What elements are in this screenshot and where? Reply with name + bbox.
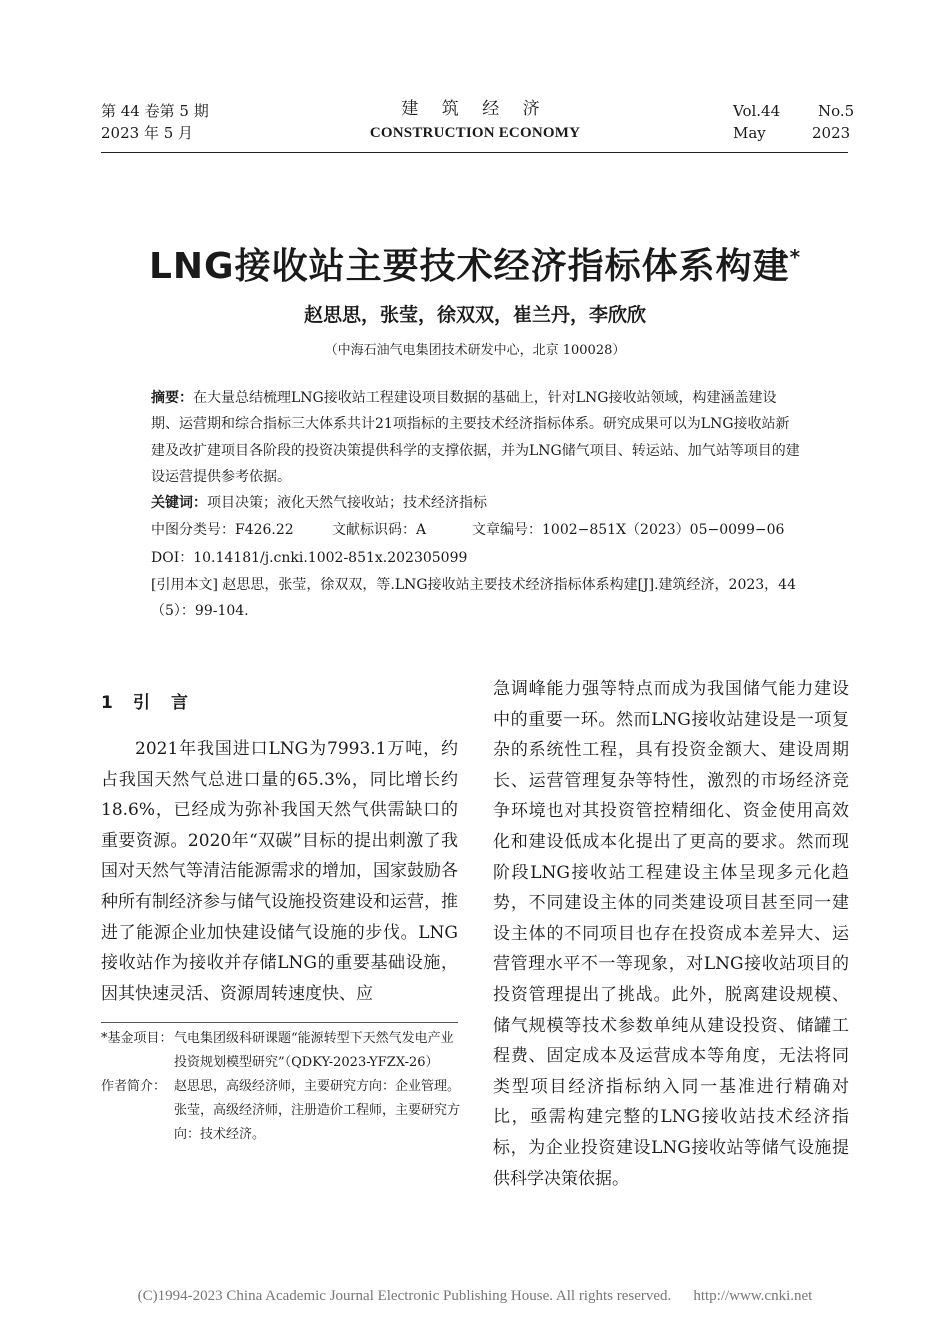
abstract: [151, 385, 801, 490]
citation-label: [引用本文]: [151, 576, 218, 593]
document-code: 文献标识码：A: [332, 522, 427, 539]
header-rule: [101, 152, 848, 153]
funding-mark: *: [789, 245, 802, 269]
date-line-cn: 2023 年 5 月: [101, 124, 194, 142]
cnki-url[interactable]: http://www.cnki.net: [693, 1288, 813, 1304]
article-title-text: LNG接收站主要技术经济指标体系构建: [148, 246, 790, 287]
keywords: [151, 490, 801, 516]
section-number: 1: [101, 693, 115, 713]
abstract-text: 在大量总结梳理LNG接收站工程建设项目数据的基础上，针对LNG接收站领域，构建涵盖建设期、运营期和综合指标三大体系共计21项指标的主要技术经济指标体系。研究成果可以为LNG接收站新建及改扩建项目各阶段的投资决策提供科学的支撑依据，并为LNG储气项目、转运站、加气站等项目的建设运营提供参考依据。: [151, 390, 800, 485]
body-column-right: [493, 674, 849, 1194]
citation-text: 赵思思，张莹，徐双双，等.LNG接收站主要技术经济指标体系构建[J].建筑经济，2023，44（5）：99-104.: [151, 576, 796, 620]
fund-label: *基金项目：: [101, 1031, 173, 1046]
author-bio: [101, 1075, 461, 1147]
section-heading: [101, 688, 190, 713]
body-paragraph-continued: 急调峰能力强等特点而成为我国储气能力建设中的重要一环。然而LNG接收站建设是一项复杂的系统性工程，具有投资金额大、建设周期长、运营管理复杂等特性，激烈的市场经济竞争环境也对其投资管控精细化、资金使用高效化和建设低成本化提出了更高的要求。然而现阶段LNG接收站工程建设主体呈现多元化趋势，不同建设主体的同类建设项目甚至同一建设主体的不同项目也存在投资成本差异大、运营管理水平不一等现象，对LNG接收站项目的投资管理提出了挑战。此外，脱离建设规模、储气规模等技术参数单纯从建设投资、储罐工程费、固定成本及运营成本等角度，无法将同类型项目经济指标纳入同一基准进行精确对比，亟需构建完整的LNG接收站技术经济指标，为企业投资建设LNG接收站等储气设施提供科学决策依据。: [493, 679, 849, 1189]
classification-row: [151, 516, 801, 545]
fund-note: [101, 1027, 461, 1075]
body-paragraph: 2021年我国进口LNG为7993.1万吨，约占我国天然气总进口量的65.3%，同比增长约18.6%，已经成为弥补我国天然气供需缺口的重要资源。2020年“双碳”目标的提出刺激了我国对天然气等清洁能源需求的增加，国家鼓励各种所有制经济参与储气设施投资建设和运营，推进了能源企业加快建设储气设施的步伐。LNG接收站作为接收并存储LNG的重要基础设施，因其快速灵活、资源周转速度快、应: [101, 739, 458, 1004]
section-title: 引 言: [133, 693, 190, 713]
fund-text: 气电集团级科研课题“能源转型下天然气发电产业投资规划模型研究”（QDKY-2023-YFZX-26）: [174, 1031, 454, 1070]
copyright-text: (C)1994-2023 China Academic Journal Electronic Publishing House. All rights reserved.: [137, 1288, 672, 1304]
clc-number: 中图分类号：F426.22: [151, 522, 294, 539]
bio-label: 作者简介：: [101, 1079, 167, 1094]
issue-line-cn: 第 44 卷第 5 期: [101, 102, 209, 120]
bio-1: 赵思思，高级经济师，主要研究方向：企业管理。: [174, 1079, 461, 1094]
journal-title-cn: 建 筑 经 济: [401, 99, 549, 119]
issue-number: No.5: [818, 102, 855, 120]
article-number: 文章编号：1002−851X（2023）05−0099−06: [472, 522, 785, 539]
doi: DOI：10.14181/j.cnki.1002-851x.202305099: [151, 550, 468, 567]
footnote-rule: [101, 1022, 458, 1023]
body-column-left: [101, 734, 458, 1009]
article-title: [0, 238, 950, 289]
footnotes: [101, 1027, 461, 1147]
abstract-label: 摘要：: [151, 390, 193, 406]
issue-year: 2023: [812, 124, 851, 142]
issue-month: May: [733, 124, 766, 142]
abstract-block: [151, 385, 801, 624]
affiliation: （中海石油气电集团技术研发中心，北京 100028）: [324, 343, 626, 358]
journal-title-en: CONSTRUCTION ECONOMY: [369, 125, 581, 141]
copyright-footer: [0, 1288, 950, 1305]
volume-label: Vol.44: [733, 102, 781, 120]
citation: [151, 572, 801, 625]
keywords-text: 项目决策；液化天然气接收站；技术经济指标: [207, 495, 487, 512]
author-list: 赵思思，张莹，徐双双，崔兰丹，李欣欣: [303, 304, 646, 326]
keywords-label: 关键词：: [151, 495, 207, 512]
bio-2: 张莹，高级经济师，注册造价工程师，主要研究方向：技术经济。: [174, 1103, 461, 1142]
